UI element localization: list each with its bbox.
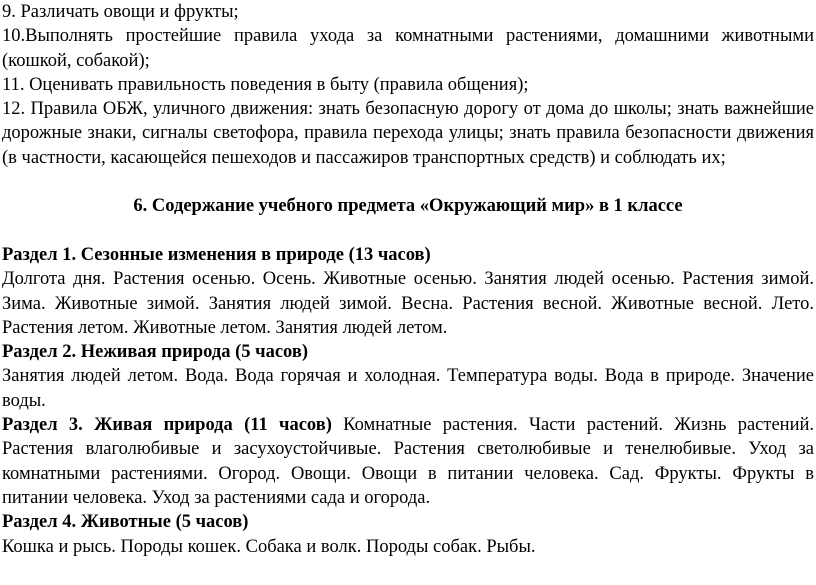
- section-1-body: Долгота дня. Растения осенью. Осень. Животные осенью. Занятия людей осенью. Растения зимой. Зима. Животные зимой. Занятия людей зимой. Весна. Растения весной. Животные весной. Лето. Растения летом. Животные летом. Занятия людей летом.: [2, 269, 814, 338]
- section-4-title-line: [2, 510, 814, 534]
- section-heading: [2, 194, 814, 218]
- spacer: [2, 170, 814, 194]
- section-4-title: Раздел 4. Животные (5 часов): [2, 512, 249, 533]
- list-item-12: 12. Правила ОБЖ, уличного движения: знать безопасную дорогу от дома до школы; знать важнейшие дорожные знаки, сигналы светофора, правила перехода улицы; знать правила безопасности движения (в частности, касающейся пешеходов и пассажиров транспортных средств) и соблюдать их;: [2, 99, 814, 168]
- section-3-body: Комнатные растения. Части растений. Жизнь растений. Растения влаголюбивые и засухоустойчивые. Растения светолюбивые и тенелюбивые. Уход за комнатными растениями. Огород. Овощи. Овощи в питании человека. Сад. Фрукты. Фрукты в питании человека. Уход за растениями сада и огорода.: [2, 415, 814, 508]
- section-3-paragraph: [2, 413, 814, 510]
- section-4-body: Кошка и рысь. Породы кошек. Собака и волк. Породы собак. Рыбы.: [2, 536, 536, 557]
- section-1-title: Раздел 1. Сезонные изменения в природе (13 часов): [2, 244, 431, 265]
- section-2-title-line: [2, 340, 814, 364]
- section-2-body: Занятия людей летом. Вода. Вода горячая и холодная. Температура воды. Вода в природе. Значение воды.: [2, 366, 814, 411]
- list-item-11: 11. Оценивать правильность поведения в быту (правила общения);: [2, 74, 529, 95]
- section-2-title: Раздел 2. Неживая природа (5 часов): [2, 342, 308, 363]
- list-item-10: 10.Выполнять простейшие правила ухода за комнатными растениями, домашними животными (кошкой, собакой);: [2, 26, 814, 71]
- spacer: [2, 219, 814, 243]
- section-heading-text: 6. Содержание учебного предмета «Окружающий мир» в 1 классе: [133, 196, 683, 217]
- section-1-title-line: [2, 243, 814, 267]
- section-3-title: Раздел 3. Живая природа (11 часов): [2, 415, 332, 436]
- list-item-9: 9. Различать овощи и фрукты;: [2, 2, 239, 22]
